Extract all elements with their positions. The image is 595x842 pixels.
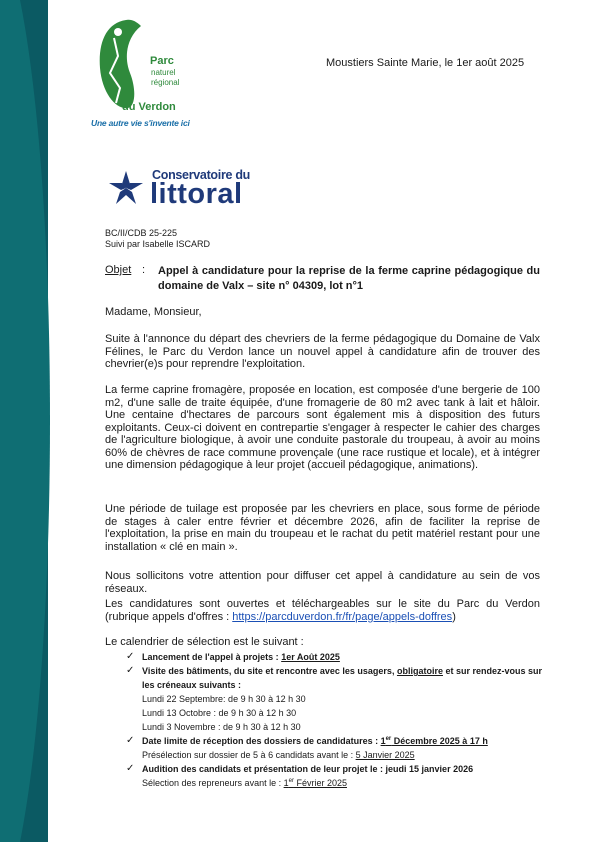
visit-slot-2 bbox=[126, 706, 546, 720]
visit-slot-2-text: Lundi 13 Octobre : de 9 h 30 à 12 h 30 bbox=[142, 708, 297, 718]
appels-doffres-link[interactable]: https://parcduverdon.fr/fr/page/appels-doffres bbox=[232, 610, 453, 623]
selection-date-day: 1 bbox=[283, 778, 289, 788]
applications-text-end: ) bbox=[452, 610, 456, 623]
objet-colon: : bbox=[142, 264, 146, 276]
left-decorative-band bbox=[0, 0, 48, 842]
visit-slot-1-text: Lundi 22 Septembre: de 9 h 30 à 12 h 30 bbox=[142, 694, 306, 704]
visit-slot-3 bbox=[126, 720, 546, 734]
calendar-item-launch bbox=[126, 650, 546, 664]
deadline-date bbox=[381, 736, 488, 746]
reference-block bbox=[105, 228, 210, 250]
paragraph-announcement: Suite à l'annonce du départ des chevriers de la ferme pédagogique du Domaine de Valx Félines, le Parc du Verdon lance un nouvel appel à candidature afin de trouver des chevrier(e)s pour reprendre l'exploitation. bbox=[105, 333, 540, 370]
pnr-logo-text-naturel: naturel bbox=[151, 68, 176, 77]
paragraph-farm-description: La ferme caprine fromagère, proposée en location, est composée d'une bergerie de 100 m2, d'une salle de traite équipée, d'une fromagerie de 80 m2 avec tank à lait et hâloir. Une centaine d'hectares de parcours sont également mis à disposition des futurs exploitants. Ceux-ci doivent en contrepartie s'engager à respecter le cahier des charges de l'agriculture biologique, à avoir une conduite pastorale du troupeau, à avoir au moins 60% de chèvres de race commune provençale (une race rustique et locale), et à intégrer une dimension pédagogique à leur projet (accueil pédagogique, animations). bbox=[105, 384, 540, 471]
objet-label: Objet bbox=[105, 264, 132, 276]
preselection-date: 5 Janvier 2025 bbox=[355, 750, 415, 760]
cdl-logo-text-conservatoire: Conservatoire du bbox=[152, 168, 251, 182]
selection-date bbox=[284, 778, 347, 788]
selection-line bbox=[126, 776, 546, 790]
visit-label-mandatory: obligatoire bbox=[396, 666, 443, 676]
preselection-label: Présélection sur dossier de 5 à 6 candidats avant le : bbox=[142, 750, 356, 760]
paragraph-applications-open bbox=[105, 598, 540, 623]
calendar-list bbox=[126, 650, 546, 790]
visit-slot-3-text: Lundi 3 Novembre : de 9 h 30 à 12 h 30 bbox=[142, 722, 301, 732]
pnr-logo-text-regional: régional bbox=[151, 78, 180, 87]
preselection-line bbox=[126, 748, 546, 762]
reference-code: BC/II/CDB 25-225 bbox=[105, 228, 178, 238]
visit-slot-1 bbox=[126, 692, 546, 706]
checkmark-icon: ✓ bbox=[126, 651, 135, 662]
cdl-logo-text-littoral: littoral bbox=[150, 178, 243, 210]
letter-date: Moustiers Sainte Marie, le 1er août 2025 bbox=[326, 57, 525, 69]
visit-label-c: et sur rendez-vous sur les créneaux suivants : bbox=[142, 666, 542, 690]
deadline-date-rest: Décembre 2025 à 17 h bbox=[391, 736, 488, 746]
objet-text: Appel à candidature pour la reprise de la ferme caprine pédagogique du domaine de Valx – site n° 04309, lot n°1 bbox=[158, 265, 540, 292]
calendar-item-visit bbox=[126, 664, 546, 692]
band-curve bbox=[0, 0, 60, 842]
selection-date-rest: Février 2025 bbox=[293, 778, 347, 788]
reference-followed-by: Suivi par Isabelle ISCARD bbox=[105, 239, 211, 249]
applications-text: Les candidatures sont ouvertes et téléchargeables sur le site du Parc du Verdon (rubrique appels d'offres : bbox=[105, 598, 540, 623]
deadline-date-sup: er bbox=[385, 736, 392, 742]
pnr-logo-text-parc: Parc bbox=[150, 55, 174, 67]
pnr-emblem-icon bbox=[96, 18, 156, 113]
paragraph-diffusion-request: Nous sollicitons votre attention pour diffuser cet appel à candidature au sein de vos réseaux. bbox=[105, 570, 540, 595]
checkmark-icon: ✓ bbox=[126, 665, 135, 676]
pnr-logo-text-naturel-regional bbox=[151, 68, 179, 88]
launch-date: 1er Août 2025 bbox=[281, 652, 340, 662]
selection-label: Sélection des repreneurs avant le : bbox=[142, 778, 284, 788]
pnr-logo-text-du-verdon: du Verdon bbox=[122, 101, 176, 113]
deadline-label: Date limite de réception des dossiers de candidatures : bbox=[142, 736, 381, 746]
checkmark-icon: ✓ bbox=[126, 763, 135, 774]
calendar-intro: Le calendrier de sélection est le suivant : bbox=[105, 636, 304, 648]
calendar-item-audition bbox=[126, 762, 546, 776]
deadline-date-day: 1 bbox=[380, 736, 386, 746]
checkmark-icon: ✓ bbox=[126, 735, 135, 746]
visit-label-a: Visite des bâtiments, du site et rencontre avec les usagers, bbox=[142, 666, 397, 676]
selection-date-sup: er bbox=[288, 778, 294, 784]
calendar-item-deadline bbox=[126, 734, 546, 748]
audition-label: Audition des candidats et présentation de leur projet le : jeudi 15 janvier 2026 bbox=[142, 764, 474, 774]
conservatoire-littoral-flower-icon bbox=[106, 168, 146, 208]
salutation: Madame, Monsieur, bbox=[105, 306, 202, 318]
paragraph-transition-period: Une période de tuilage est proposée par les chevriers en place, sous forme de période de stages à caler entre février et décembre 2026, afin de faciliter la reprise de l'exploitation, la prise en main du troupeau et le rachat du petit matériel restant pour une installation « clé en main ». bbox=[105, 503, 540, 553]
pnr-logo-tagline: Une autre vie s'invente ici bbox=[91, 118, 190, 128]
launch-label: Lancement de l'appel à projets : bbox=[142, 652, 282, 662]
